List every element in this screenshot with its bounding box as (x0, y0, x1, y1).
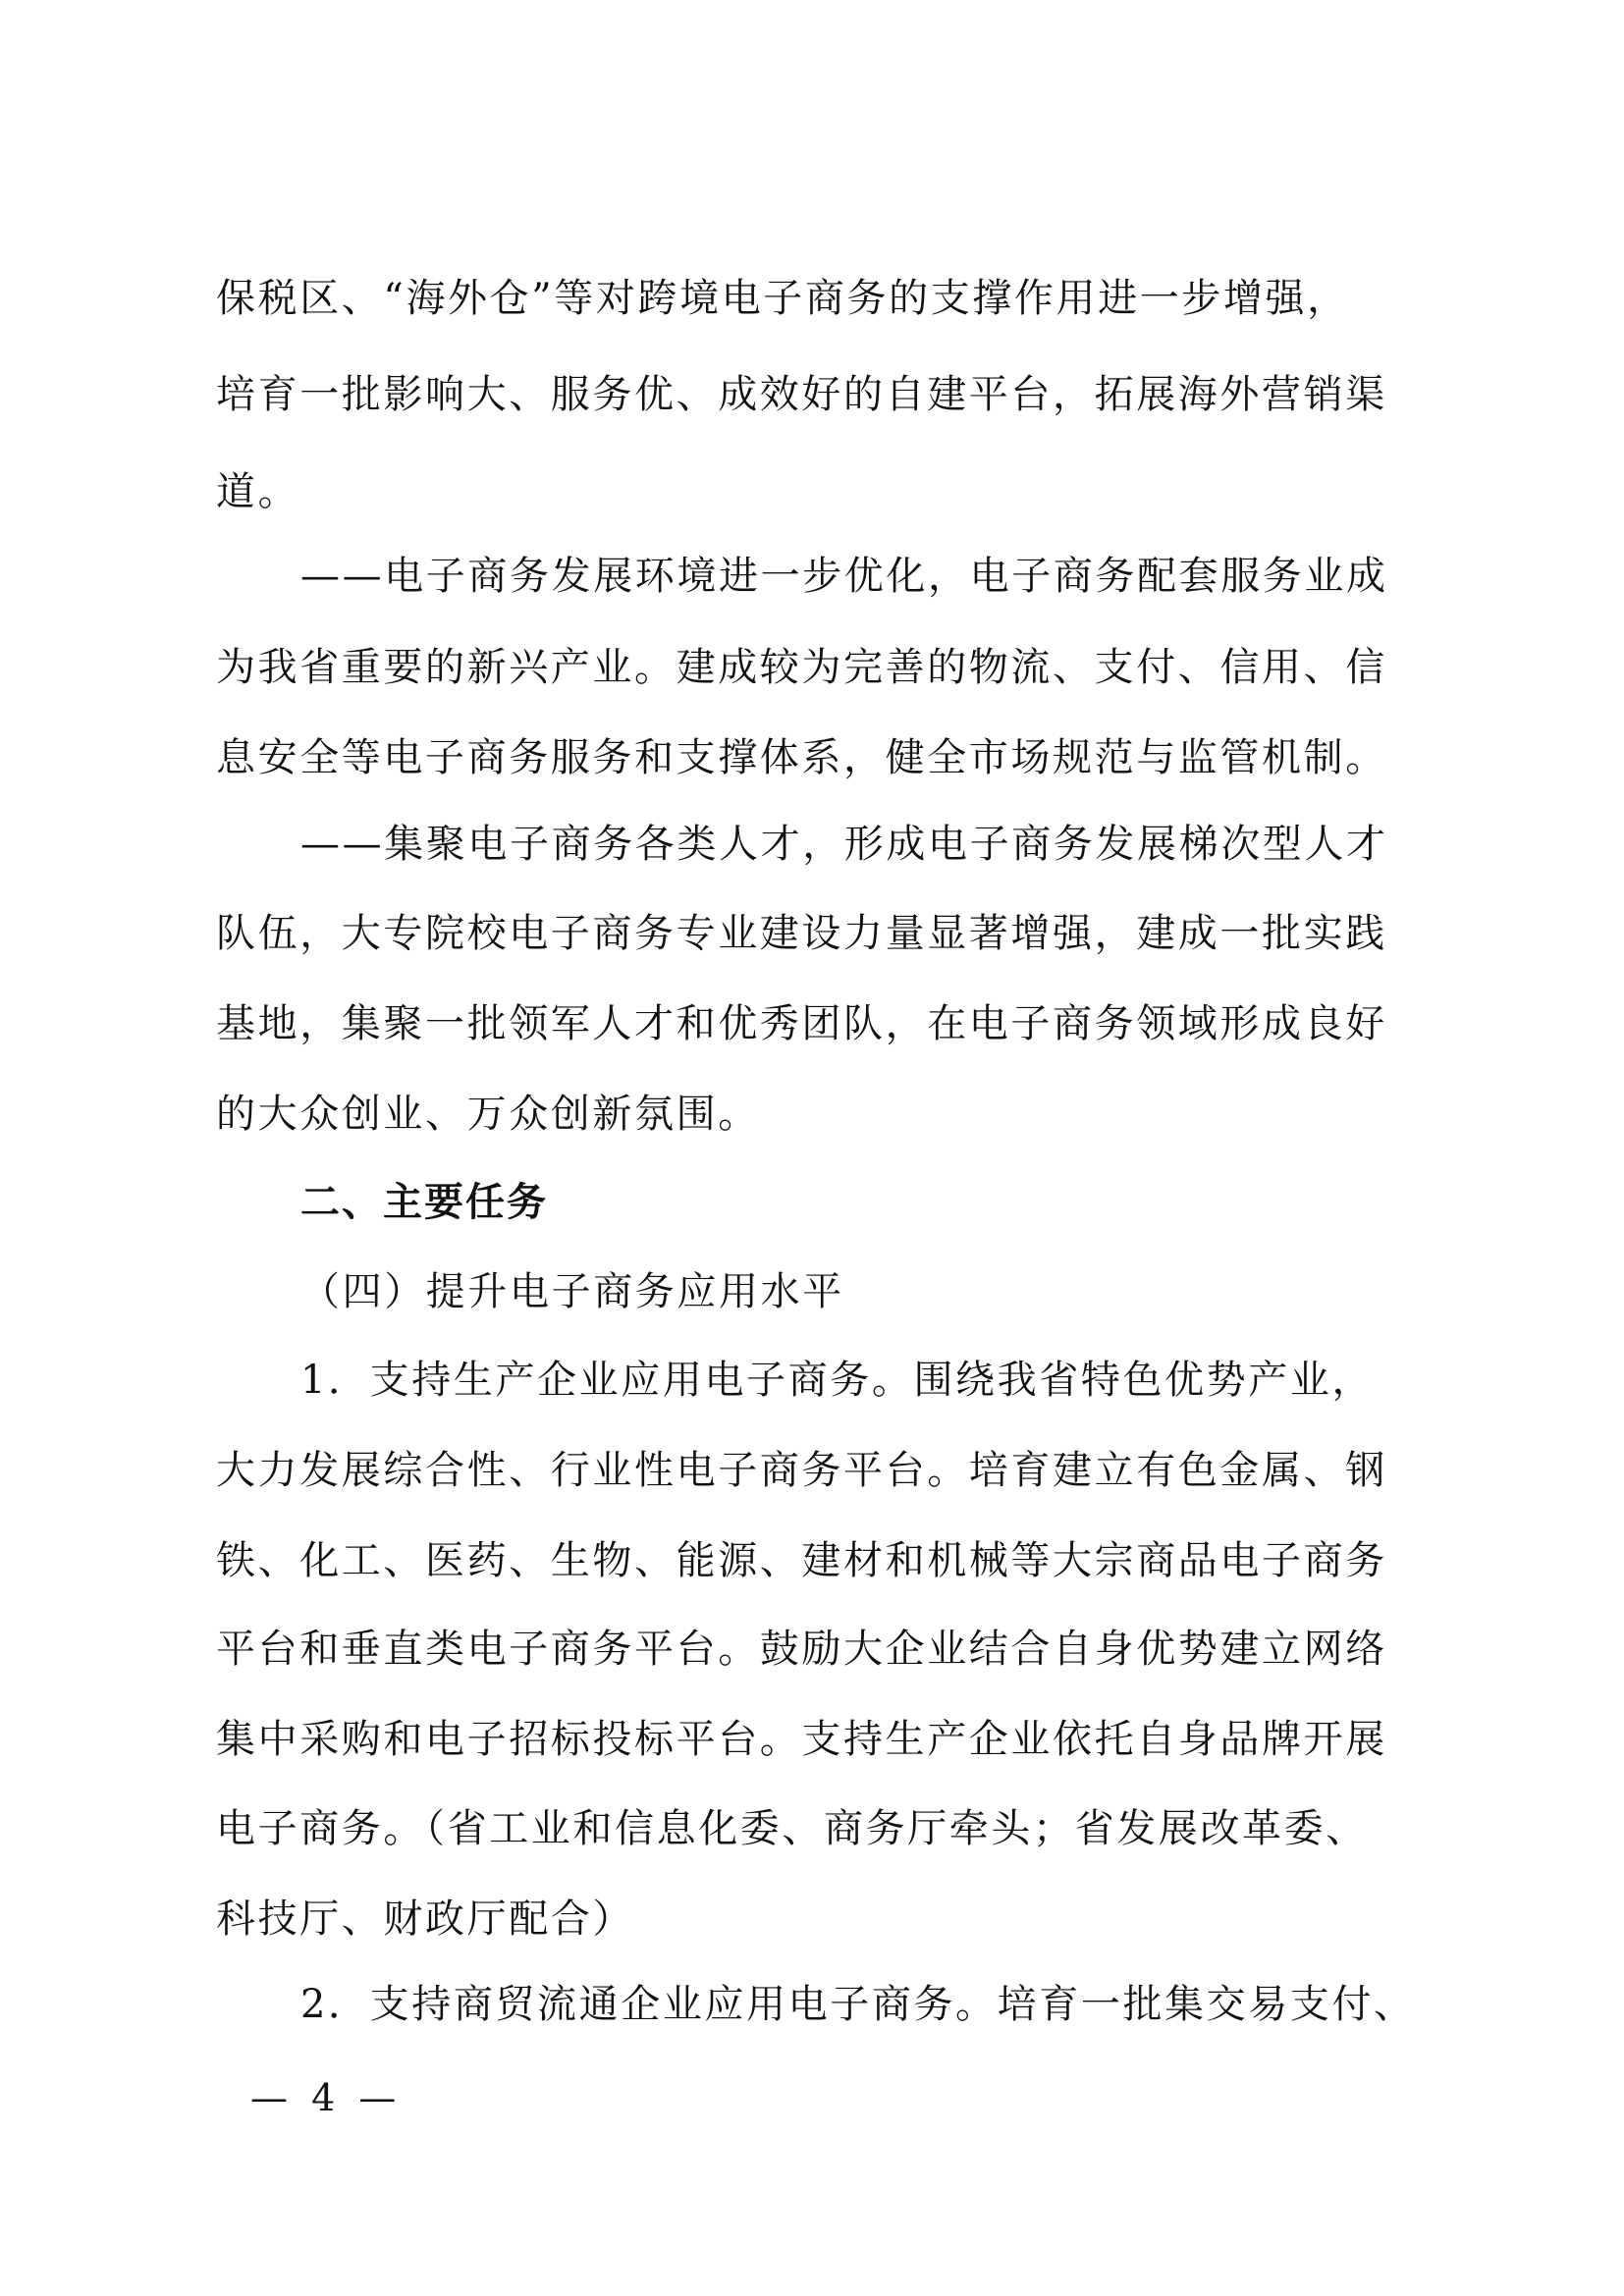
section-heading: 二、主要任务 (300, 1180, 548, 1225)
text-line: ——集聚电子商务各类人才，形成电子商务发展梯次型人才 (300, 822, 1388, 867)
text-line: 铁、化工、医药、生物、能源、建材和机械等大宗商品电子商务 (216, 1538, 1387, 1583)
text-line: ——电子商务发展环境进一步优化，电子商务配套服务业成 (300, 554, 1388, 599)
text-line: 2．支持商贸流通企业应用电子商务。培育一批集交易支付、 (300, 1982, 1416, 2027)
sub-heading: （四）提升电子商务应用水平 (300, 1269, 844, 1314)
text-line: 队伍，大专院校电子商务专业建设力量显著增强，建成一批实践 (216, 911, 1387, 956)
text-line: 电子商务。（省工业和信息化委、商务厅牵头；省发展改革委、 (216, 1806, 1368, 1851)
page-number: — 4 — (250, 2076, 403, 2119)
text-line: 基地，集聚一批领军人才和优秀团队，在电子商务领域形成良好 (216, 1001, 1387, 1046)
text-line: 大力发展综合性、行业性电子商务平台。培育建立有色金属、钢 (216, 1448, 1387, 1493)
text-line: 科技厅、财政厅配合） (216, 1896, 634, 1942)
text-line: 平台和垂直类电子商务平台。鼓励大企业结合自身优势建立网络 (216, 1627, 1387, 1672)
text-line: 的大众创业、万众创新氛围。 (216, 1092, 760, 1137)
text-line: 息安全等电子商务服务和支撑体系，健全市场规范与监管机制。 (216, 735, 1387, 780)
text-line: 为我省重要的新兴产业。建成较为完善的物流、支付、信用、信 (216, 645, 1387, 690)
text-line: 保税区、“海外仓”等对跨境电子商务的支撑作用进一步增强， (216, 276, 1349, 321)
text-line: 集中采购和电子招标投标平台。支持生产企业依托自身品牌开展 (216, 1717, 1387, 1762)
text-line: 培育一批影响大、服务优、成效好的自建平台，拓展海外营销渠 (216, 372, 1387, 417)
text-line: 1．支持生产企业应用电子商务。围绕我省特色优势产业， (300, 1358, 1375, 1403)
text-line: 道。 (216, 469, 300, 514)
